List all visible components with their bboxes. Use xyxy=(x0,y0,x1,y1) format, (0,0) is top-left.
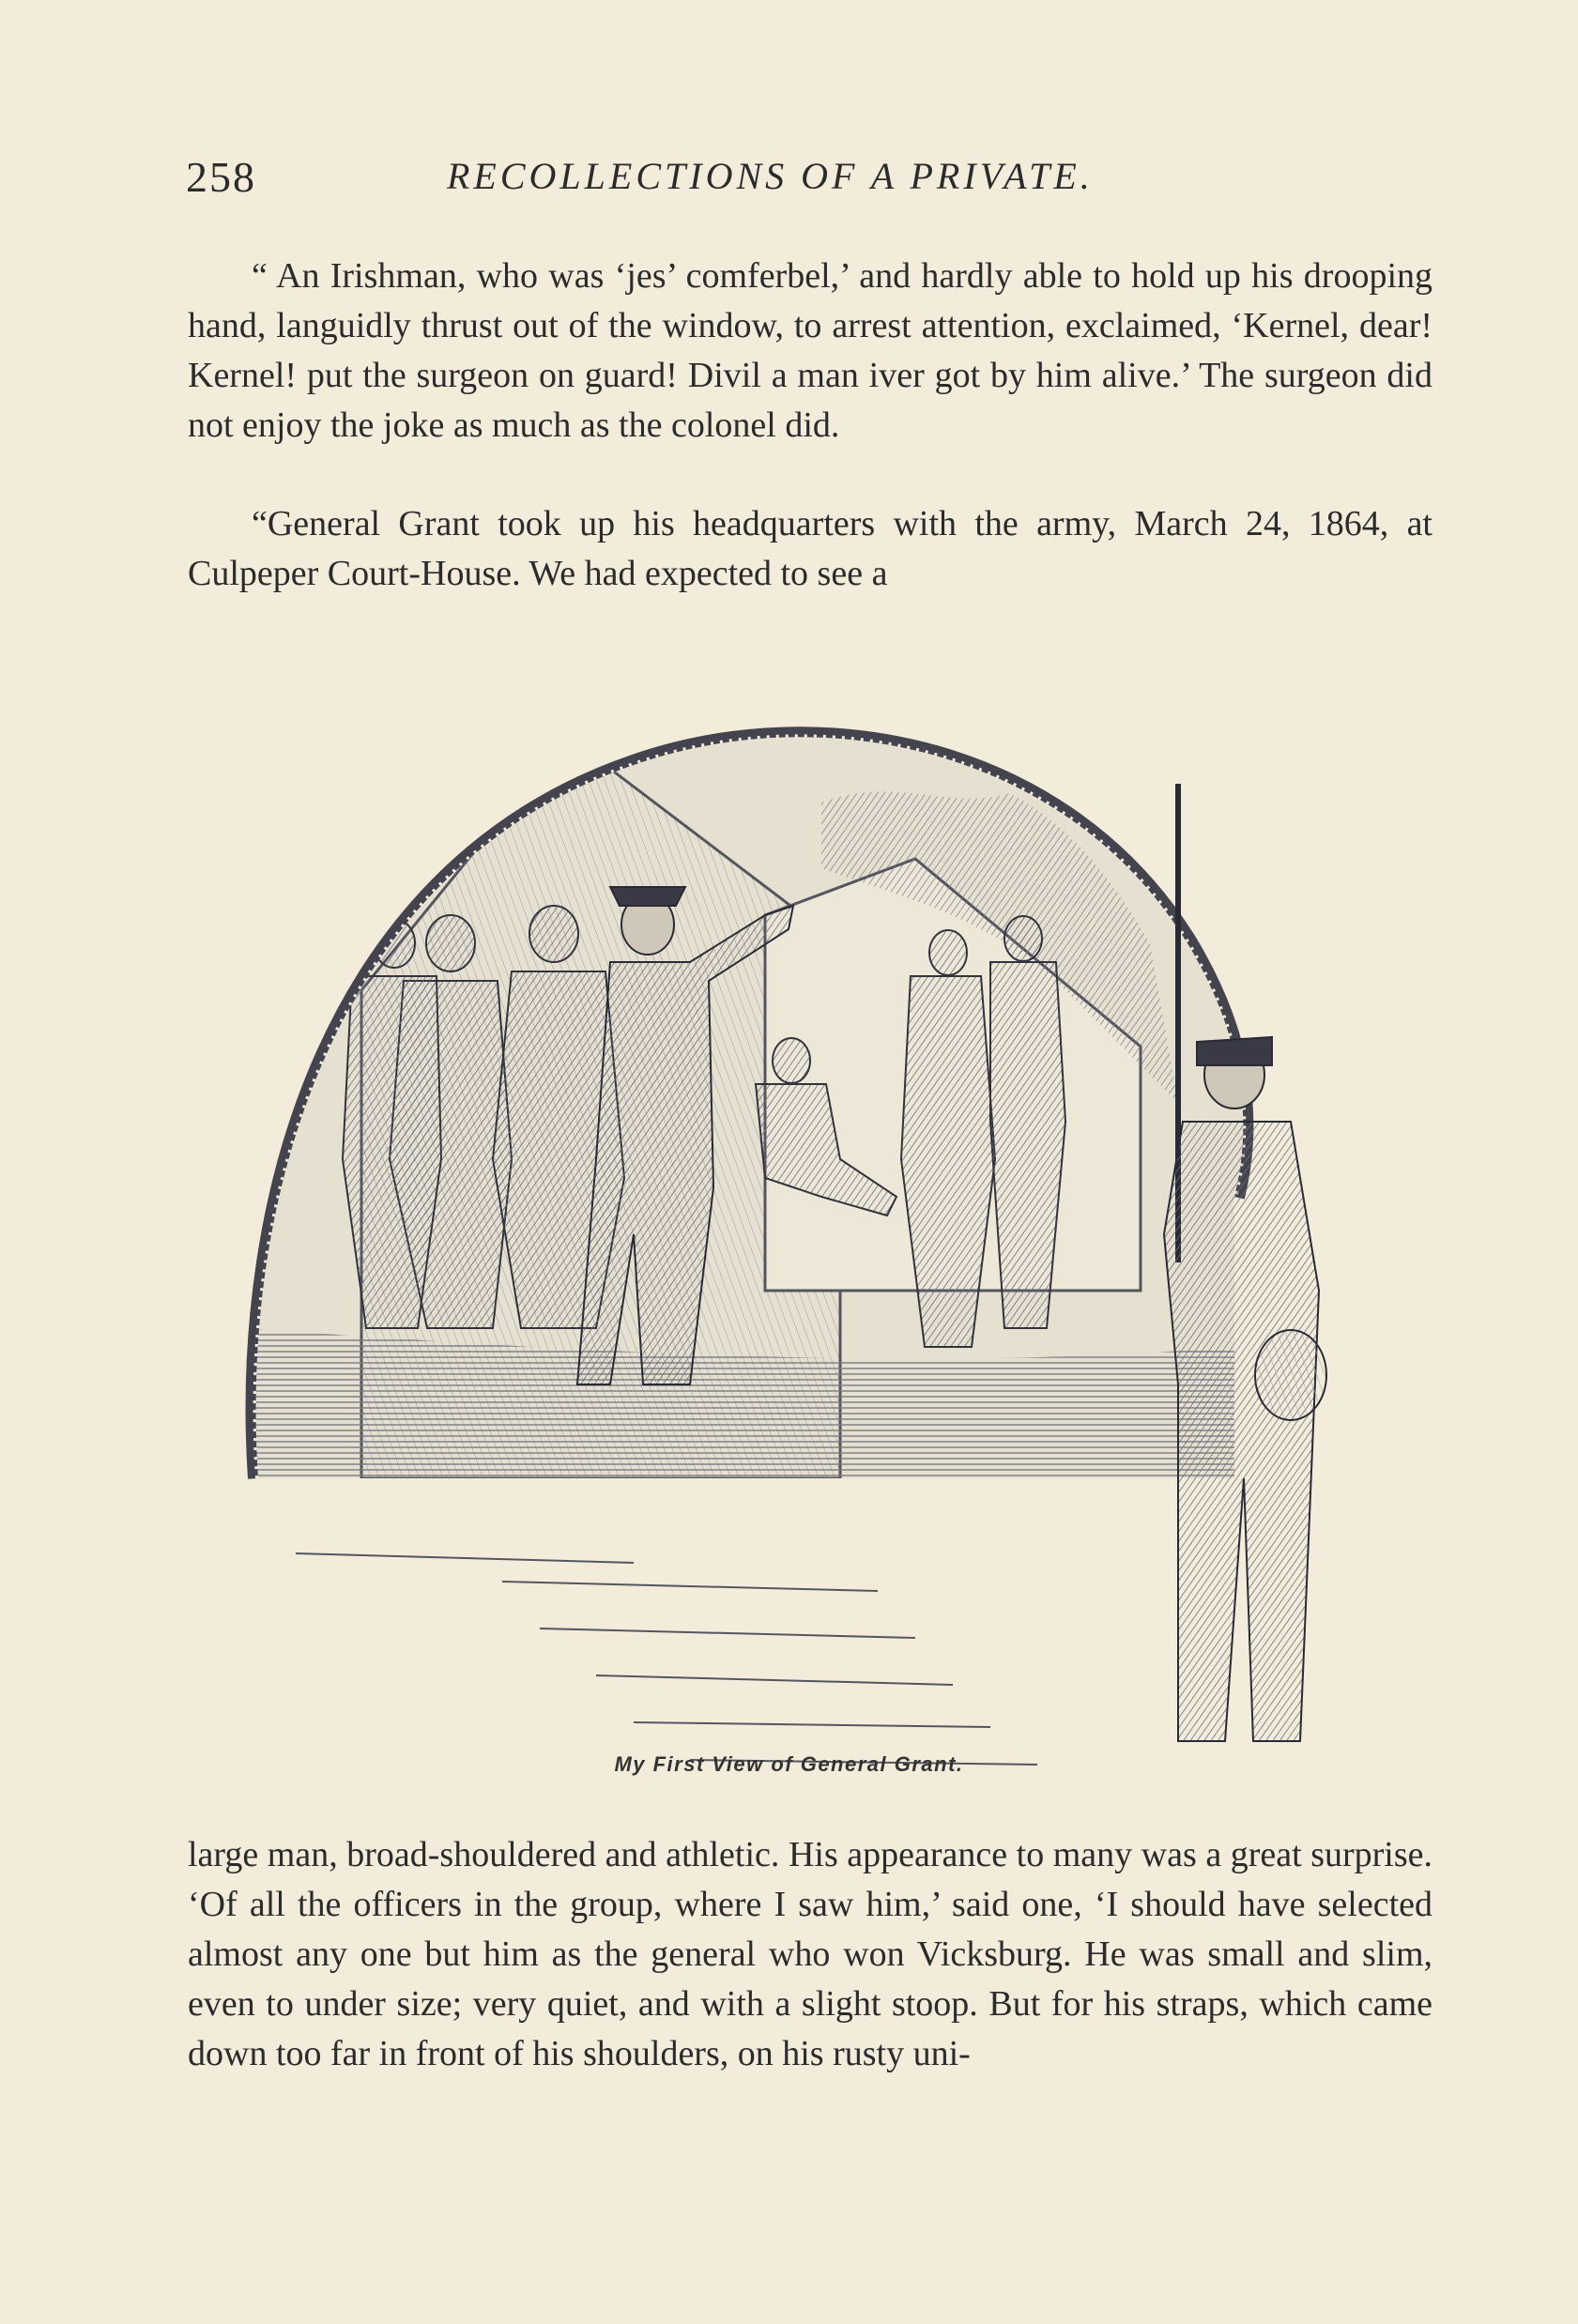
paragraph-grant-headquarters: “General Grant took up his headquarters with the army, March 24, 1864, at Culpeper Court-House. We had expected to see a xyxy=(188,504,1432,593)
paragraph-irishman: “ An Irishman, who was ‘jes’ comferbel,’ and hardly able to hold up his drooping hand, languidly thrust out of the window, to arrest attention, exclaimed, ‘Kernel, dear! Kernel! put the surgeon on guard! Divil a man iver got by him alive.’ The surgeon did not enjoy the joke as much as the colonel did. xyxy=(188,256,1432,445)
page-number: 258 xyxy=(186,153,256,201)
running-head xyxy=(186,152,1434,208)
paragraph-grant-appearance: large man, broad-shouldered and athletic. His appearance to many was a great surprise. ‘Of all the officers in the group, where I saw him,’ said one, ‘I should have selected almost any one but him as the general who won Vicksburg. He was small and slim, even to under size; very quiet, and with a slight stoop. But for his straps, which came down too far in front of his shoulders, on his rusty uni- xyxy=(188,1835,1432,2073)
ground xyxy=(239,1328,1234,1572)
figure-caption: My First View of General Grant. xyxy=(614,1752,964,1776)
engraving-illustration xyxy=(239,634,1375,1807)
steps xyxy=(296,1553,1037,1765)
running-title: RECOLLECTIONS OF A PRIVATE. xyxy=(447,155,1094,197)
